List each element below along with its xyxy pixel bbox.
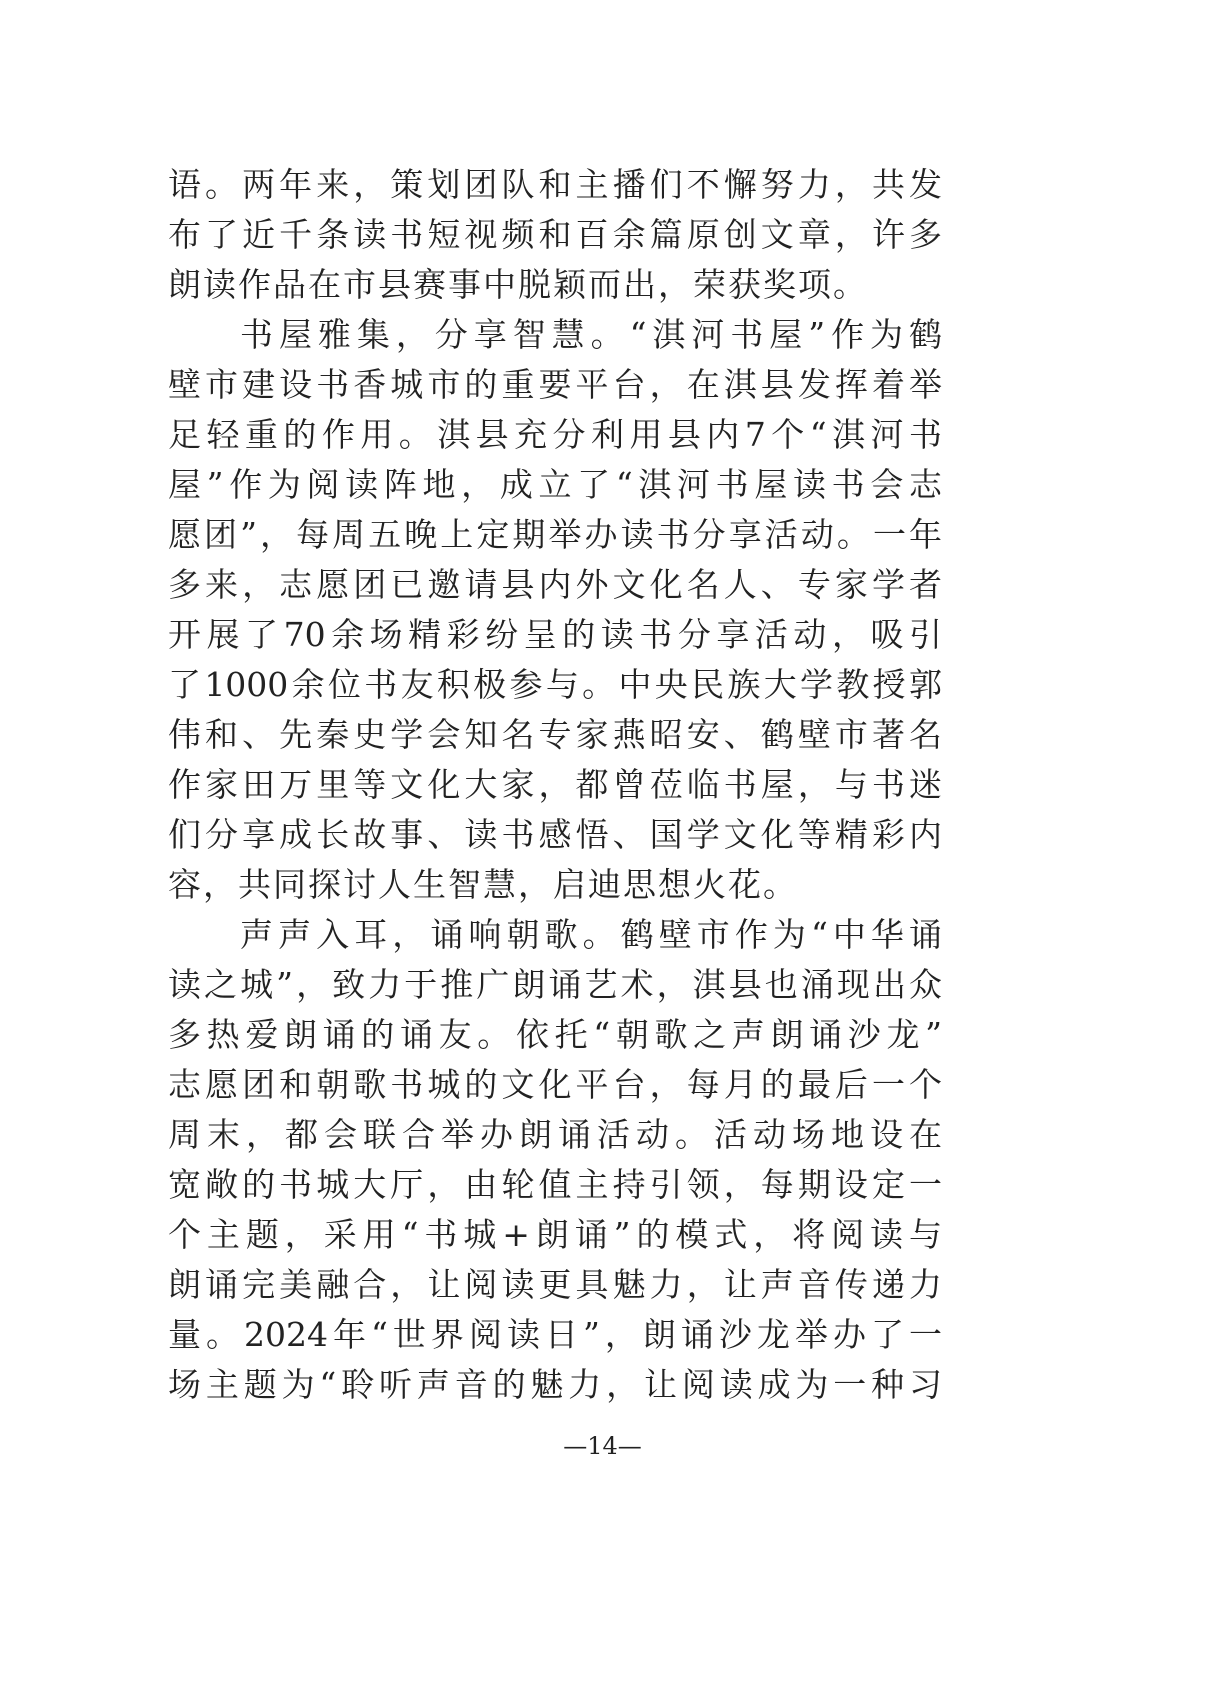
page-number: —14— (563, 1432, 642, 1460)
text-line: 朗读作品在市县赛事中脱颖而出，荣获奖项。 (168, 265, 868, 304)
text-line: 愿团”，每周五晚上定期举办读书分享活动。一年 (168, 515, 942, 554)
text-line: 宽敞的书城大厅，由轮值主持引领，每期设定一 (168, 1165, 942, 1204)
text-line: 了1000余位书友积极参与。中央民族大学教授郭 (168, 665, 942, 704)
text-line: 壁市建设书香城市的重要平台，在淇县发挥着举 (168, 365, 942, 404)
text-line: 多热爱朗诵的诵友。依托“朝歌之声朗诵沙龙” (168, 1015, 942, 1054)
paragraph-start-line: 声声入耳，诵响朝歌。鹤壁市作为“中华诵 (240, 915, 942, 954)
text-line: 伟和、先秦史学会知名专家燕昭安、鹤壁市著名 (168, 715, 942, 754)
text-line: 朗诵完美融合，让阅读更具魅力，让声音传递力 (168, 1265, 942, 1304)
text-line: 屋”作为阅读阵地，成立了“淇河书屋读书会志 (168, 465, 942, 504)
text-line: 周末，都会联合举办朗诵活动。活动场地设在 (168, 1115, 942, 1154)
body-text (168, 160, 942, 1410)
text-line: 们分享成长故事、读书感悟、国学文化等精彩内 (168, 815, 942, 854)
text-line: 开展了70余场精彩纷呈的读书分享活动，吸引 (168, 615, 942, 654)
text-line: 语。两年来，策划团队和主播们不懈努力，共发 (168, 165, 942, 204)
text-line: 足轻重的作用。淇县充分利用县内7个“淇河书 (168, 415, 942, 454)
text-line: 布了近千条读书短视频和百余篇原创文章，许多 (168, 215, 942, 254)
text-line: 作家田万里等文化大家，都曾莅临书屋，与书迷 (168, 765, 942, 804)
text-line: 志愿团和朝歌书城的文化平台，每月的最后一个 (168, 1065, 942, 1104)
text-line: 个主题，采用“书城+朗诵”的模式，将阅读与 (168, 1215, 942, 1254)
text-line: 读之城”，致力于推广朗诵艺术，淇县也涌现出众 (168, 965, 942, 1004)
paragraph-start-line: 书屋雅集，分享智慧。“淇河书屋”作为鹤 (240, 315, 942, 354)
text-line: 场主题为“聆听声音的魅力，让阅读成为一种习 (168, 1365, 942, 1404)
text-line: 容，共同探讨人生智慧，启迪思想火花。 (168, 865, 798, 904)
text-line: 多来，志愿团已邀请县内外文化名人、专家学者 (168, 565, 942, 604)
text-line: 量。2024年“世界阅读日”，朗诵沙龙举办了一 (168, 1315, 942, 1354)
